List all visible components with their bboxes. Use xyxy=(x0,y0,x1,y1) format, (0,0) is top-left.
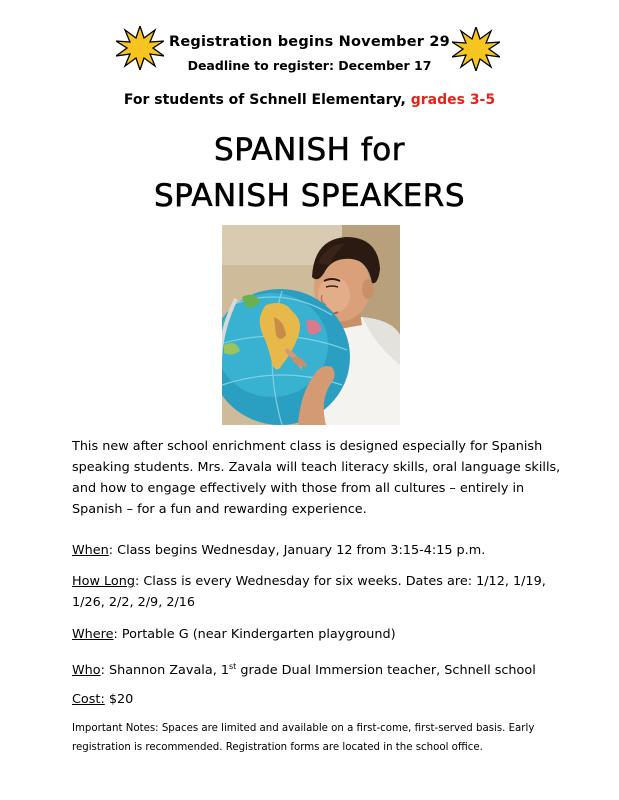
detail-how-long xyxy=(72,571,572,613)
eligibility-grades: grades 3-5 xyxy=(410,92,496,108)
boy-with-globe-photo xyxy=(222,225,400,425)
who-superscript: st xyxy=(228,662,237,671)
where-label: Where xyxy=(72,627,114,642)
page-title-line1: SPANISH for xyxy=(214,132,405,168)
who-text-b: grade Dual Immersion teacher, Schnell school xyxy=(236,663,536,678)
howlong-text: : Class is every Wednesday for six weeks. Dates are: 1/12, 1/19, 1/26, 2/2, 2/9, 2/16 xyxy=(72,574,546,610)
when-text: : Class begins Wednesday, January 12 from 3:15-4:15 p.m. xyxy=(108,543,486,558)
detail-who xyxy=(72,656,572,681)
who-text-a: : Shannon Zavala, 1 xyxy=(100,663,229,678)
page-title-line2: SPANISH SPEAKERS xyxy=(153,178,466,214)
detail-where xyxy=(72,624,572,645)
detail-when xyxy=(72,540,572,561)
when-label: When xyxy=(72,543,109,558)
where-text: : Portable G (near Kindergarten playground) xyxy=(113,627,396,642)
important-notes: Important Notes: Spaces are limited and available on a first-come, first-served basis. Early registration is recommended. Registration forms are located in the school office. xyxy=(72,723,535,753)
cost-label: Cost: xyxy=(72,692,105,707)
registration-begins: Registration begins November 29 xyxy=(169,34,450,50)
howlong-label: How Long xyxy=(72,574,135,589)
eligibility-line xyxy=(0,92,619,108)
who-label: Who xyxy=(72,663,101,678)
eligibility-school: For students of Schnell Elementary, xyxy=(123,92,406,108)
cost-text: $20 xyxy=(104,692,134,707)
class-description: This new after school enrichment class is designed especially for Spanish speaking students. Mrs. Zavala will teach literacy skills, oral language skills, and how to engage effectively with those from all cultures – entirely in Spanish – for a fun and rewarding experience. xyxy=(72,439,561,517)
registration-deadline: Deadline to register: December 17 xyxy=(187,58,432,73)
detail-cost xyxy=(72,689,572,710)
